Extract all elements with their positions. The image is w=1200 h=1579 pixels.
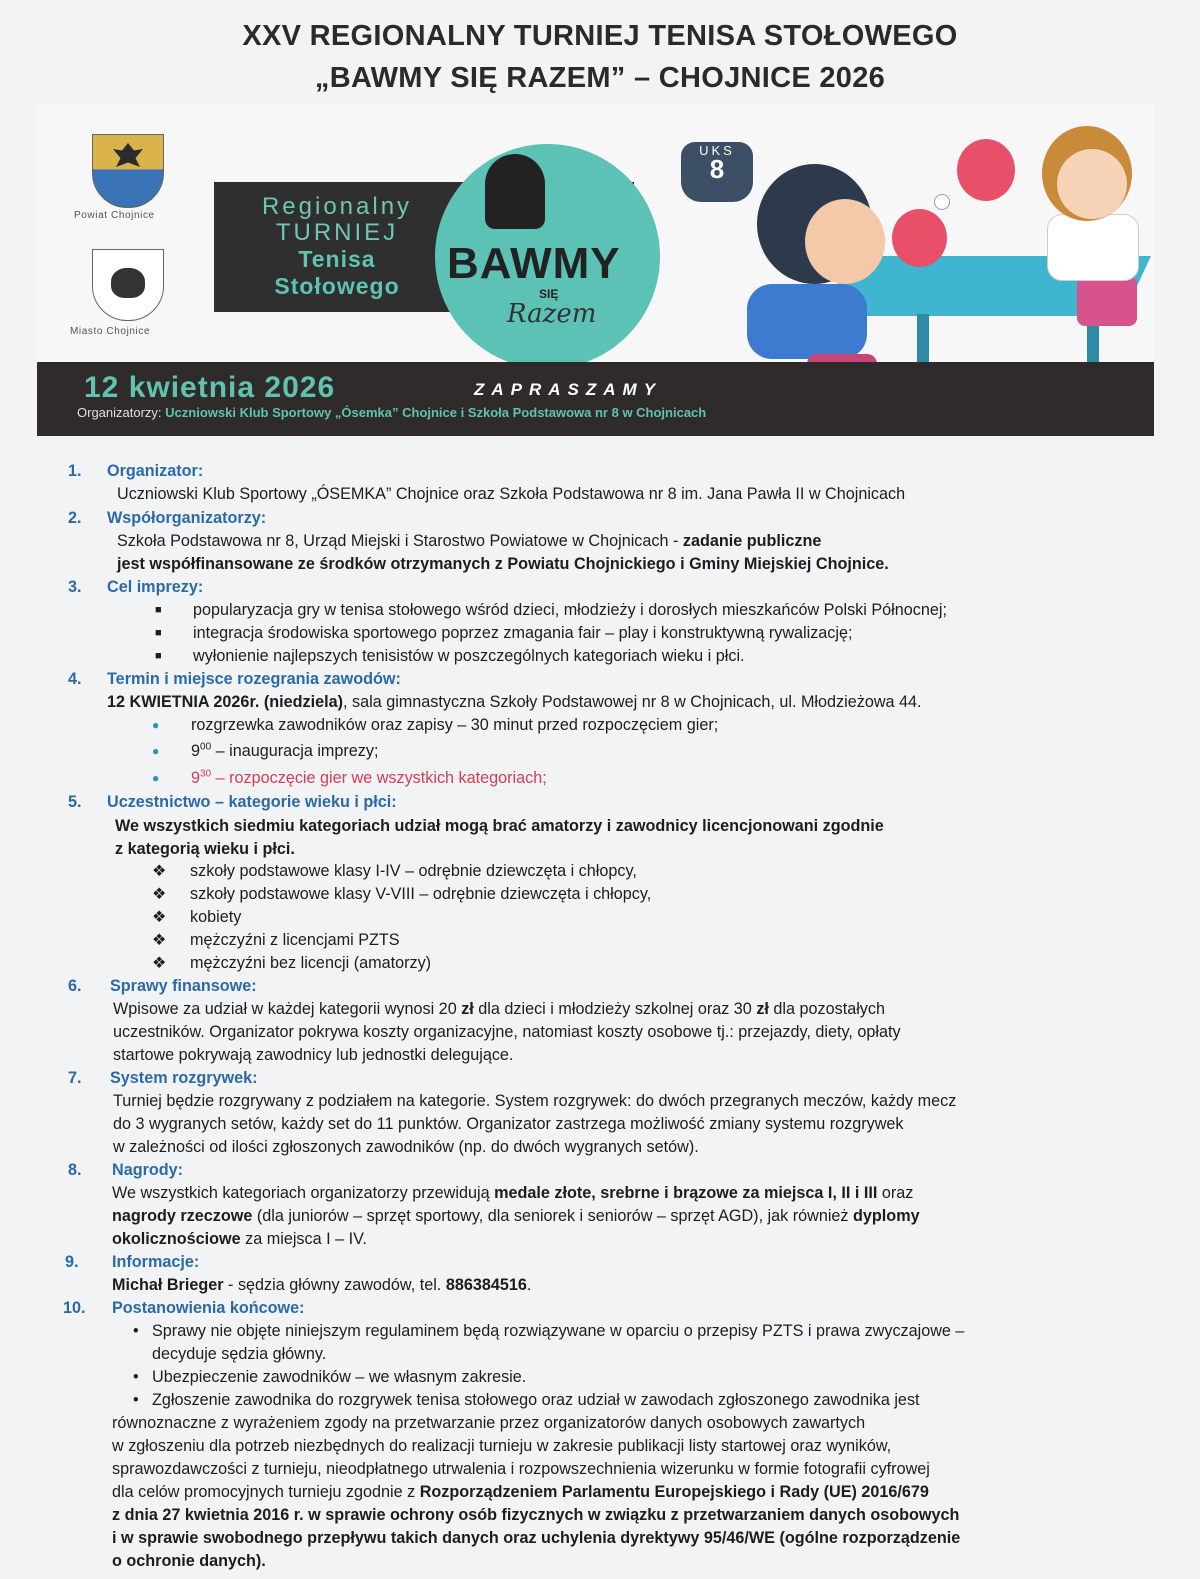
diamond-bullet-icon: ❖ [152,908,167,926]
list-item: popularyzacja gry w tenisa stołowego wśród dzieci, młodzieży i dorosłych mieszkańców Polski Północnej; [193,601,947,619]
section-heading: Informacje: [112,1253,200,1271]
section-number: 6. [68,977,82,995]
list-item: mężczyźni bez licencji (amatorzy) [190,954,432,972]
diamond-bullet-icon: ❖ [152,931,167,949]
list-item: Zgłoszenie zawodnika do rozgrywek tenisa stołowego oraz udział w zawodach zgłoszonego zawodnika jest [152,1391,920,1409]
section-heading: Uczestnictwo – kategorie wieku i płci: [107,793,397,811]
section-text: do 3 wygranych setów, każdy set do 11 punktów. Organizator zastrzega możliwość zmiany systemu rozgrywek [113,1115,904,1133]
section-text: dla celów promocyjnych turnieju zgodnie z Rozporządzeniem Parlamentu Europejskiego i Rady (UE) 2016/679 [112,1483,929,1501]
dot-bullet-icon: ● [152,771,160,785]
section-heading: Termin i miejsce rozegrania zawodów: [107,670,401,688]
section-text: We wszystkich kategoriach organizatorzy przewidują medale złote, srebrne i brązowe za miejsca I, II i III oraz [112,1184,914,1202]
diamond-bullet-icon: ❖ [152,954,167,972]
section-text: w zgłoszeniu dla potrzeb niezbędnych do realizacji turnieju w zakresie publikacji listy startowej oraz wyników, [112,1437,892,1455]
square-bullet-icon: ■ [155,650,162,662]
section-heading: Cel imprezy: [107,578,204,596]
logo-sie: SIĘ [539,287,559,301]
section-heading: Postanowienia końcowe: [112,1299,305,1317]
small-bullet-icon: • [133,1322,139,1340]
section-heading: Sprawy finansowe: [110,977,257,995]
section-text: o ochronie danych). [112,1552,266,1570]
page-title-line-2: „BAWMY SIĘ RAZEM” – CHOJNICE 2026 [314,62,886,94]
section-heading: System rozgrywek: [110,1069,258,1087]
section-heading: Nagrody: [112,1161,184,1179]
list-item: $9^{30}$ – rozpoczęcie gier we wszystkich kategoriach; [191,768,547,787]
small-bullet-icon: • [133,1391,139,1409]
section-text: Turniej będzie rozgrywany z podziałem na kategorie. System rozgrywek: do dwóch przegranych meczów, każdy mecz [113,1092,957,1110]
section-number: 2. [68,509,82,527]
section-number: 7. [68,1069,82,1087]
dot-bullet-icon: ● [152,744,160,758]
list-item: $9^{00}$ – inauguracja imprezy; [191,741,379,760]
logo-bawmy: BAWMY [447,239,621,288]
miasto-crest-icon [92,249,164,321]
list-item: kobiety [190,908,242,926]
section-text: Uczniowski Klub Sportowy „ÓSEMKA” Chojnice oraz Szkoła Podstawowa nr 8 im. Jana Pawła II w Chojnicach [117,485,906,503]
section-number: 10. [63,1299,86,1317]
section-number: 3. [68,578,82,596]
list-item: rozgrzewka zawodników oraz zapisy – 30 minut przed rozpoczęciem gier; [191,716,719,734]
list-item: Sprawy nie objęte niniejszym regulaminem będą rozwiązywane w oparciu o przepisy PZTS i prawa zwyczajowe – [152,1322,965,1340]
event-banner [37,104,1154,436]
section-text: startowe pokrywają zawodnicy lub jednostki delegujące. [113,1046,514,1064]
miasto-crest-label: Miasto Chojnice [70,326,151,337]
list-item: mężczyźni z licencjami PZTS [190,931,400,949]
section-number: 8. [68,1161,82,1179]
square-bullet-icon: ■ [155,627,162,639]
section-text: w zależności od ilości zgłoszonych zawodników (np. do dwóch wygranych setów). [113,1138,699,1156]
section-number: 4. [68,670,82,688]
list-item: wyłonienie najlepszych tenisistów w poszczególnych kategoriach wieku i płci. [193,647,745,665]
banner-tournament-text: Regionalny TURNIEJ Tenisa Stołowego [261,193,413,299]
section-text: sprawozdawczości z turnieju, nieodpłatnego utrwalenia i rozpowszechnienia wizerunku w formie fotografii cyfrowej [112,1460,930,1478]
event-date: 12 kwietnia 2026 [84,371,336,404]
dot-bullet-icon: ● [152,718,160,732]
list-item: decyduje sędzia główny. [152,1345,327,1363]
section-text: We wszystkich siedmiu kategoriach udział mogą brać amatorzy i zawodnicy licencjonowani zgodnie [115,817,884,835]
paddle-icon [957,139,1015,201]
section-text: z kategorią wieku i płci. [115,840,295,858]
powiat-crest-label: Powiat Chojnice [74,210,155,221]
girl-player-icon [1047,214,1139,281]
zapraszamy-text: ZAPRASZAMY [474,380,663,399]
section-text: Wpisowe za udział w każdej kategorii wynosi 20 zł dla dzieci i młodzieży szkolnej oraz 30 zł dla pozostałych [113,1000,885,1018]
list-item: szkoły podstawowe klasy I-IV – odrębnie dziewczęta i chłopcy, [190,862,637,880]
section-number: 1. [68,462,82,480]
section-text: z dnia 27 kwietnia 2016 r. w sprawie ochrony osób fizycznych w związku z przetwarzaniem danych osobowych [112,1506,960,1524]
small-bullet-icon: • [133,1368,139,1386]
section-number: 9. [65,1253,79,1271]
paddle-icon [892,209,947,267]
section-number: 5. [68,793,82,811]
organizers-line: Organizatorzy: Uczniowski Klub Sportowy „Ósemka” Chojnice i Szkoła Podstawowa nr 8 w Chojnicach [77,405,707,420]
player-silhouette-icon [485,154,545,229]
diamond-bullet-icon: ❖ [152,862,167,880]
section-text: równoznaczne z wyrażeniem zgody na przetwarzanie przez organizatorów danych osobowych zawartych [112,1414,866,1432]
diamond-bullet-icon: ❖ [152,885,167,903]
section-heading: Współorganizatorzy: [107,509,267,527]
page-title-line-1: XXV REGIONALNY TURNIEJ TENISA STOŁOWEGO [242,20,958,52]
section-text: uczestników. Organizator pokrywa koszty organizacyjne, natomiast koszty osobowe tj.: przejazdy, diety, opłaty [113,1023,901,1041]
section-text: Szkoła Podstawowa nr 8, Urząd Miejski i Starostwo Powiatowe w Chojnicach - zadanie publiczne [117,532,822,550]
list-item: szkoły podstawowe klasy V-VIII – odrębnie dziewczęta i chłopcy, [190,885,652,903]
square-bullet-icon: ■ [155,604,162,616]
section-text: i w sprawie swobodnego przepływu takich danych oraz uchylenia dyrektywy 95/46/WE (ogólne rozporządzenie [112,1529,961,1547]
list-item: Ubezpieczenie zawodników – we własnym zakresie. [152,1368,527,1386]
ball-icon [934,194,950,210]
section-text: Michał Brieger - sędzia główny zawodów, tel. 886384516. [112,1276,532,1294]
section-text: 12 KWIETNIA 2026r. (niedziela), sala gimnastyczna Szkoły Podstawowej nr 8 w Chojnicach, ul. Młodzieżowa 44. [107,693,922,711]
list-item: integracja środowiska sportowego poprzez zmagania fair – play i konstruktywną rywalizację; [193,624,853,642]
logo-razem: Razem [507,299,597,329]
section-heading: Organizator: [107,462,204,480]
section-text: jest współfinansowane ze środków otrzymanych z Powiatu Chojnickiego i Gminy Miejskiej Chojnice. [117,555,889,573]
powiat-crest-icon [92,134,164,208]
section-text: nagrody rzeczowe (dla juniorów – sprzęt sportowy, dla seniorek i seniorów – sprzęt AGD), jak również dyplomy [112,1207,920,1225]
uks-8-logo: UKS 8 [681,142,753,202]
boy-player-icon [747,284,867,359]
section-text: okolicznościowe za miejsca I – IV. [112,1230,367,1248]
